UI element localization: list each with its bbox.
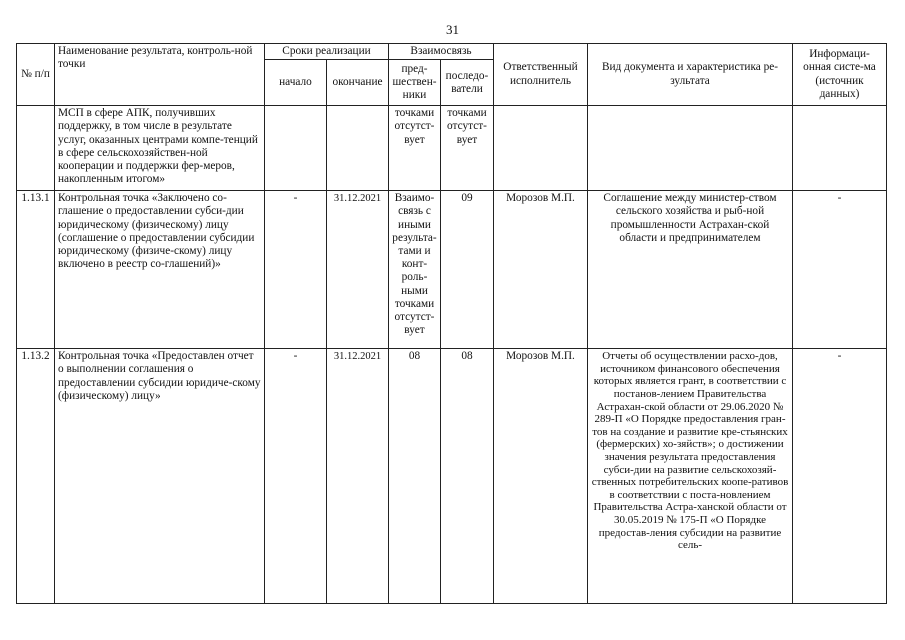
header-start: начало	[265, 60, 327, 106]
row-doc: Соглашение между министер-ством сельского хозяйства и рыб-ной промышленности Астрахан-ской области и предпринимателем	[588, 191, 793, 349]
row-start	[265, 106, 327, 191]
table-row	[17, 106, 887, 191]
row-num: 1.13.2	[17, 349, 55, 604]
row-succ: точками отсутст-вует	[441, 106, 494, 191]
header-predecessors: пред-шествен-ники	[389, 60, 441, 106]
row-executor	[494, 106, 588, 191]
row-info: -	[793, 349, 887, 604]
table-row	[17, 191, 887, 349]
row-num: 1.13.1	[17, 191, 55, 349]
row-end	[327, 106, 389, 191]
row-name: МСП в сфере АПК, получивших поддержку, в том числе в результате услуг, оказанных центрами компе-тенций в сфере сельскохозяйствен-ной кооперации и поддержки фер-меров, накопленным итогом»	[55, 106, 265, 191]
header-name: Наименование результата, контроль-ной точки	[55, 44, 265, 106]
row-end: 31.12.2021	[327, 349, 389, 604]
header-terms: Сроки реализации	[265, 44, 389, 60]
row-doc	[588, 106, 793, 191]
table-row	[17, 349, 887, 604]
row-doc: Отчеты об осуществлении расхо-дов, источником финансового обеспечения которых является грант, в соответствии с постанов-лением Правительства Астрахан-ской области от 29.06.2020 № 289-П «О Порядке предоставления гран-тов на создание и развитие кре-стьянских (фермерских) хо-зяйств»; о достижении значения результата предоставления субси-дии на развитие сельскохозяй-ственных потребительских коопе-ративов в соответствии с поста-новлением Правительства Астра-ханской области от 30.05.2019 № 175-П «О Порядке предостав-ления субсидии на развитие сель-	[588, 349, 793, 604]
header-num: № п/п	[17, 44, 55, 106]
header-doc: Вид документа и характеристика ре-зультата	[588, 44, 793, 106]
header-successors: последо-ватели	[441, 60, 494, 106]
header-executor: Ответственный исполнитель	[494, 44, 588, 106]
row-pred: точками отсутст-вует	[389, 106, 441, 191]
row-pred: 08	[389, 349, 441, 604]
header-relation: Взаимосвязь	[389, 44, 494, 60]
row-start: -	[265, 349, 327, 604]
row-succ: 08	[441, 349, 494, 604]
row-start: -	[265, 191, 327, 349]
row-end: 31.12.2021	[327, 191, 389, 349]
page-number: 31	[446, 22, 459, 37]
row-executor: Морозов М.П.	[494, 349, 588, 604]
header-end: окончание	[327, 60, 389, 106]
header-info: Информаци-онная систе-ма (источник данных)	[793, 44, 887, 106]
row-name: Контрольная точка «Заключено со-глашение о предоставлении субси-дии юридическому (физическому) лицу (соглашение о предоставлении субсидии юридическому (физиче-скому) лицу включено в реестр со-глашений)»	[55, 191, 265, 349]
plan-table	[16, 43, 887, 604]
row-name: Контрольная точка «Предоставлен отчет о выполнении соглашения о предоставлении субсидии юридиче-скому (физическому) лицу»	[55, 349, 265, 604]
row-pred: Взаимо-связь с иными результа-тами и конт-роль-ными точками отсутст-вует	[389, 191, 441, 349]
row-info: -	[793, 191, 887, 349]
row-num	[17, 106, 55, 191]
row-info	[793, 106, 887, 191]
row-executor: Морозов М.П.	[494, 191, 588, 349]
row-succ: 09	[441, 191, 494, 349]
